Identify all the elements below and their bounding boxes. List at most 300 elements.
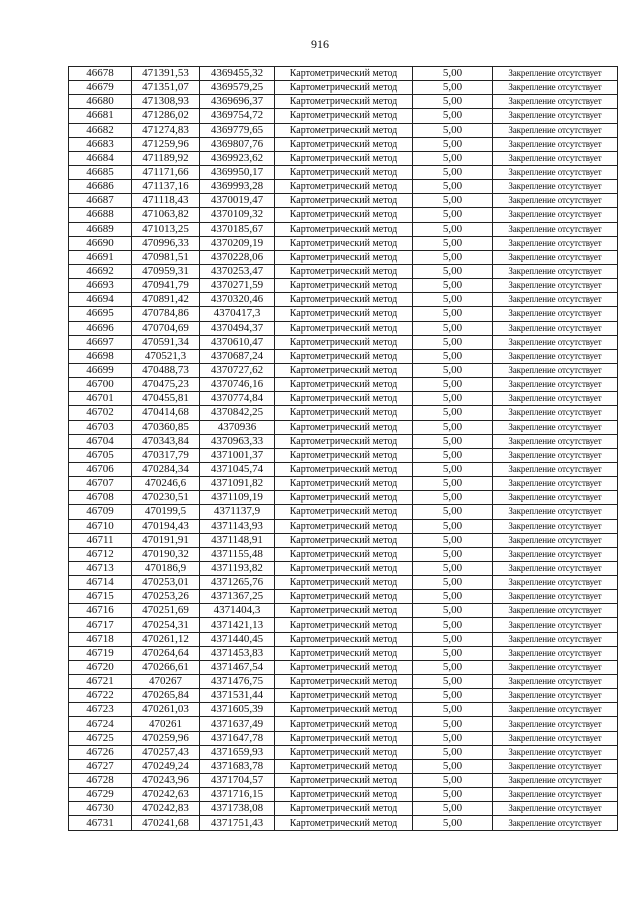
method-cell: Картометрический метод [275,462,413,476]
table-row [69,420,618,434]
table-row [69,660,618,674]
table-row [69,759,618,773]
fixation-cell: Закрепление отсутствует [493,477,618,491]
point-number-cell: 46696 [69,321,132,335]
point-number-cell: 46686 [69,180,132,194]
table-row [69,194,618,208]
fixation-cell: Закрепление отсутствует [493,788,618,802]
y-coordinate-cell: 4371659,93 [200,745,275,759]
y-coordinate-cell: 4369754,72 [200,109,275,123]
y-coordinate-cell: 4371421,13 [200,618,275,632]
point-number-cell: 46692 [69,264,132,278]
accuracy-cell: 5,00 [413,745,493,759]
accuracy-cell: 5,00 [413,363,493,377]
table-row [69,533,618,547]
page-number: 916 [311,37,329,51]
fixation-cell: Закрепление отсутствует [493,264,618,278]
point-number-cell: 46724 [69,717,132,731]
method-cell: Картометрический метод [275,95,413,109]
point-number-cell: 46712 [69,547,132,561]
method-cell: Картометрический метод [275,349,413,363]
method-cell: Картометрический метод [275,717,413,731]
x-coordinate-cell: 471274,83 [132,123,200,137]
method-cell: Картометрический метод [275,505,413,519]
fixation-cell: Закрепление отсутствует [493,250,618,264]
accuracy-cell: 5,00 [413,604,493,618]
method-cell: Картометрический метод [275,632,413,646]
y-coordinate-cell: 4370417,3 [200,307,275,321]
fixation-cell: Закрепление отсутствует [493,279,618,293]
method-cell: Картометрический метод [275,519,413,533]
table-row [69,165,618,179]
fixation-cell: Закрепление отсутствует [493,208,618,222]
accuracy-cell: 5,00 [413,293,493,307]
table-row [69,109,618,123]
accuracy-cell: 5,00 [413,95,493,109]
point-number-cell: 46715 [69,590,132,604]
coordinates-table [68,66,618,831]
table-row [69,703,618,717]
x-coordinate-cell: 470414,68 [132,406,200,420]
x-coordinate-cell: 470259,96 [132,731,200,745]
point-number-cell: 46679 [69,81,132,95]
fixation-cell: Закрепление отсутствует [493,307,618,321]
table-row [69,547,618,561]
table-row [69,335,618,349]
x-coordinate-cell: 470257,43 [132,745,200,759]
method-cell: Картометрический метод [275,363,413,377]
y-coordinate-cell: 4371531,44 [200,689,275,703]
point-number-cell: 46722 [69,689,132,703]
accuracy-cell: 5,00 [413,632,493,646]
point-number-cell: 46691 [69,250,132,264]
y-coordinate-cell: 4369579,25 [200,81,275,95]
y-coordinate-cell: 4370494,37 [200,321,275,335]
point-number-cell: 46723 [69,703,132,717]
table-row [69,392,618,406]
table-row [69,519,618,533]
accuracy-cell: 5,00 [413,208,493,222]
method-cell: Картометрический метод [275,208,413,222]
point-number-cell: 46713 [69,561,132,575]
y-coordinate-cell: 4371001,37 [200,448,275,462]
table-row [69,689,618,703]
accuracy-cell: 5,00 [413,406,493,420]
method-cell: Картометрический метод [275,137,413,151]
accuracy-cell: 5,00 [413,462,493,476]
fixation-cell: Закрепление отсутствует [493,406,618,420]
point-number-cell: 46704 [69,434,132,448]
method-cell: Картометрический метод [275,646,413,660]
table-body [69,67,618,831]
y-coordinate-cell: 4370253,47 [200,264,275,278]
accuracy-cell: 5,00 [413,165,493,179]
method-cell: Картометрический метод [275,774,413,788]
x-coordinate-cell: 470199,5 [132,505,200,519]
table-row [69,816,618,830]
fixation-cell: Закрепление отсутствует [493,109,618,123]
method-cell: Картометрический метод [275,250,413,264]
method-cell: Картометрический метод [275,180,413,194]
x-coordinate-cell: 470284,34 [132,462,200,476]
point-number-cell: 46703 [69,420,132,434]
method-cell: Картометрический метод [275,109,413,123]
accuracy-cell: 5,00 [413,194,493,208]
method-cell: Картометрический метод [275,745,413,759]
table-row [69,264,618,278]
accuracy-cell: 5,00 [413,250,493,264]
table-row [69,448,618,462]
y-coordinate-cell: 4369993,28 [200,180,275,194]
x-coordinate-cell: 470996,33 [132,236,200,250]
accuracy-cell: 5,00 [413,151,493,165]
x-coordinate-cell: 470784,86 [132,307,200,321]
accuracy-cell: 5,00 [413,81,493,95]
x-coordinate-cell: 470343,84 [132,434,200,448]
accuracy-cell: 5,00 [413,646,493,660]
method-cell: Картометрический метод [275,378,413,392]
accuracy-cell: 5,00 [413,788,493,802]
accuracy-cell: 5,00 [413,236,493,250]
method-cell: Картометрический метод [275,293,413,307]
accuracy-cell: 5,00 [413,717,493,731]
x-coordinate-cell: 470455,81 [132,392,200,406]
method-cell: Картометрический метод [275,222,413,236]
table-row [69,151,618,165]
table-row [69,774,618,788]
method-cell: Картометрический метод [275,67,413,81]
method-cell: Картометрический метод [275,590,413,604]
x-coordinate-cell: 470261 [132,717,200,731]
y-coordinate-cell: 4370228,06 [200,250,275,264]
y-coordinate-cell: 4371109,19 [200,491,275,505]
method-cell: Картометрический метод [275,392,413,406]
x-coordinate-cell: 470254,31 [132,618,200,632]
fixation-cell: Закрепление отсутствует [493,618,618,632]
x-coordinate-cell: 470253,26 [132,590,200,604]
fixation-cell: Закрепление отсутствует [493,675,618,689]
x-coordinate-cell: 471137,16 [132,180,200,194]
x-coordinate-cell: 470488,73 [132,363,200,377]
point-number-cell: 46726 [69,745,132,759]
accuracy-cell: 5,00 [413,180,493,194]
method-cell: Картометрический метод [275,434,413,448]
point-number-cell: 46711 [69,533,132,547]
fixation-cell: Закрепление отсутствует [493,533,618,547]
accuracy-cell: 5,00 [413,264,493,278]
y-coordinate-cell: 4371716,15 [200,788,275,802]
fixation-cell: Закрепление отсутствует [493,236,618,250]
y-coordinate-cell: 4371265,76 [200,576,275,590]
point-number-cell: 46689 [69,222,132,236]
fixation-cell: Закрепление отсутствует [493,335,618,349]
method-cell: Картометрический метод [275,194,413,208]
accuracy-cell: 5,00 [413,137,493,151]
table-row [69,236,618,250]
accuracy-cell: 5,00 [413,660,493,674]
method-cell: Картометрический метод [275,123,413,137]
y-coordinate-cell: 4370185,67 [200,222,275,236]
y-coordinate-cell: 4370963,33 [200,434,275,448]
x-coordinate-cell: 470242,63 [132,788,200,802]
fixation-cell: Закрепление отсутствует [493,802,618,816]
y-coordinate-cell: 4369807,76 [200,137,275,151]
fixation-cell: Закрепление отсутствует [493,151,618,165]
y-coordinate-cell: 4371647,78 [200,731,275,745]
fixation-cell: Закрепление отсутствует [493,731,618,745]
accuracy-cell: 5,00 [413,802,493,816]
method-cell: Картометрический метод [275,547,413,561]
fixation-cell: Закрепление отсутствует [493,378,618,392]
fixation-cell: Закрепление отсутствует [493,660,618,674]
point-number-cell: 46716 [69,604,132,618]
fixation-cell: Закрепление отсутствует [493,123,618,137]
accuracy-cell: 5,00 [413,547,493,561]
y-coordinate-cell: 4371605,39 [200,703,275,717]
x-coordinate-cell: 470261,03 [132,703,200,717]
accuracy-cell: 5,00 [413,576,493,590]
point-number-cell: 46719 [69,646,132,660]
table-row [69,745,618,759]
point-number-cell: 46709 [69,505,132,519]
accuracy-cell: 5,00 [413,335,493,349]
y-coordinate-cell: 4370610,47 [200,335,275,349]
accuracy-cell: 5,00 [413,703,493,717]
y-coordinate-cell: 4370774,84 [200,392,275,406]
x-coordinate-cell: 470186,9 [132,561,200,575]
method-cell: Картометрический метод [275,321,413,335]
point-number-cell: 46717 [69,618,132,632]
method-cell: Картометрический метод [275,576,413,590]
fixation-cell: Закрепление отсутствует [493,519,618,533]
y-coordinate-cell: 4369696,37 [200,95,275,109]
x-coordinate-cell: 470264,64 [132,646,200,660]
table-row [69,123,618,137]
accuracy-cell: 5,00 [413,774,493,788]
y-coordinate-cell: 4371751,43 [200,816,275,830]
point-number-cell: 46690 [69,236,132,250]
x-coordinate-cell: 471189,92 [132,151,200,165]
point-number-cell: 46707 [69,477,132,491]
accuracy-cell: 5,00 [413,349,493,363]
table-row [69,67,618,81]
x-coordinate-cell: 470243,96 [132,774,200,788]
table-row [69,632,618,646]
point-number-cell: 46727 [69,759,132,773]
y-coordinate-cell: 4371045,74 [200,462,275,476]
method-cell: Картометрический метод [275,81,413,95]
table-row [69,293,618,307]
y-coordinate-cell: 4371453,83 [200,646,275,660]
method-cell: Картометрический метод [275,420,413,434]
method-cell: Картометрический метод [275,816,413,830]
fixation-cell: Закрепление отсутствует [493,561,618,575]
accuracy-cell: 5,00 [413,477,493,491]
fixation-cell: Закрепление отсутствует [493,462,618,476]
x-coordinate-cell: 470265,84 [132,689,200,703]
fixation-cell: Закрепление отсутствует [493,816,618,830]
method-cell: Картометрический метод [275,236,413,250]
x-coordinate-cell: 470521,3 [132,349,200,363]
x-coordinate-cell: 470249,24 [132,759,200,773]
y-coordinate-cell: 4371367,25 [200,590,275,604]
table-row [69,363,618,377]
y-coordinate-cell: 4369455,32 [200,67,275,81]
method-cell: Картометрический метод [275,165,413,179]
table-row [69,307,618,321]
y-coordinate-cell: 4371440,45 [200,632,275,646]
table-row [69,434,618,448]
x-coordinate-cell: 470475,23 [132,378,200,392]
method-cell: Картометрический метод [275,689,413,703]
y-coordinate-cell: 4370109,32 [200,208,275,222]
table-row [69,180,618,194]
point-number-cell: 46695 [69,307,132,321]
fixation-cell: Закрепление отсутствует [493,349,618,363]
accuracy-cell: 5,00 [413,618,493,632]
fixation-cell: Закрепление отсутствует [493,774,618,788]
y-coordinate-cell: 4370936 [200,420,275,434]
y-coordinate-cell: 4370209,19 [200,236,275,250]
point-number-cell: 46721 [69,675,132,689]
fixation-cell: Закрепление отсутствует [493,180,618,194]
method-cell: Картометрический метод [275,279,413,293]
x-coordinate-cell: 470251,69 [132,604,200,618]
table-row [69,491,618,505]
method-cell: Картометрический метод [275,759,413,773]
fixation-cell: Закрепление отсутствует [493,392,618,406]
method-cell: Картометрический метод [275,802,413,816]
point-number-cell: 46694 [69,293,132,307]
x-coordinate-cell: 471171,66 [132,165,200,179]
table-row [69,378,618,392]
table-row [69,137,618,151]
y-coordinate-cell: 4371704,57 [200,774,275,788]
y-coordinate-cell: 4371637,49 [200,717,275,731]
point-number-cell: 46683 [69,137,132,151]
fixation-cell: Закрепление отсутствует [493,81,618,95]
x-coordinate-cell: 470981,51 [132,250,200,264]
x-coordinate-cell: 471286,02 [132,109,200,123]
method-cell: Картометрический метод [275,703,413,717]
table-row [69,604,618,618]
x-coordinate-cell: 470891,42 [132,293,200,307]
method-cell: Картометрический метод [275,448,413,462]
method-cell: Картометрический метод [275,477,413,491]
y-coordinate-cell: 4371683,78 [200,759,275,773]
x-coordinate-cell: 470241,68 [132,816,200,830]
accuracy-cell: 5,00 [413,392,493,406]
accuracy-cell: 5,00 [413,505,493,519]
table-row [69,95,618,109]
accuracy-cell: 5,00 [413,689,493,703]
table-row [69,646,618,660]
table-row [69,731,618,745]
x-coordinate-cell: 470317,79 [132,448,200,462]
table-row [69,279,618,293]
y-coordinate-cell: 4371091,82 [200,477,275,491]
fixation-cell: Закрепление отсутствует [493,222,618,236]
y-coordinate-cell: 4371404,3 [200,604,275,618]
table-row [69,462,618,476]
x-coordinate-cell: 470230,51 [132,491,200,505]
x-coordinate-cell: 471063,82 [132,208,200,222]
fixation-cell: Закрепление отсутствует [493,745,618,759]
method-cell: Картометрический метод [275,307,413,321]
point-number-cell: 46697 [69,335,132,349]
x-coordinate-cell: 470959,31 [132,264,200,278]
point-number-cell: 46725 [69,731,132,745]
fixation-cell: Закрепление отсутствует [493,363,618,377]
point-number-cell: 46685 [69,165,132,179]
table-row [69,788,618,802]
fixation-cell: Закрепление отсутствует [493,165,618,179]
point-number-cell: 46682 [69,123,132,137]
point-number-cell: 46720 [69,660,132,674]
accuracy-cell: 5,00 [413,123,493,137]
accuracy-cell: 5,00 [413,519,493,533]
accuracy-cell: 5,00 [413,590,493,604]
fixation-cell: Закрепление отсутствует [493,632,618,646]
point-number-cell: 46698 [69,349,132,363]
point-number-cell: 46705 [69,448,132,462]
fixation-cell: Закрепление отсутствует [493,646,618,660]
point-number-cell: 46702 [69,406,132,420]
x-coordinate-cell: 471118,43 [132,194,200,208]
fixation-cell: Закрепление отсутствует [493,448,618,462]
accuracy-cell: 5,00 [413,759,493,773]
x-coordinate-cell: 471259,96 [132,137,200,151]
method-cell: Картометрический метод [275,604,413,618]
table-row [69,576,618,590]
point-number-cell: 46729 [69,788,132,802]
y-coordinate-cell: 4371137,9 [200,505,275,519]
point-number-cell: 46680 [69,95,132,109]
table-row [69,208,618,222]
accuracy-cell: 5,00 [413,279,493,293]
x-coordinate-cell: 470242,83 [132,802,200,816]
point-number-cell: 46731 [69,816,132,830]
fixation-cell: Закрепление отсутствует [493,505,618,519]
point-number-cell: 46710 [69,519,132,533]
table-row [69,349,618,363]
y-coordinate-cell: 4369950,17 [200,165,275,179]
x-coordinate-cell: 471013,25 [132,222,200,236]
point-number-cell: 46718 [69,632,132,646]
method-cell: Картометрический метод [275,618,413,632]
y-coordinate-cell: 4371467,54 [200,660,275,674]
point-number-cell: 46681 [69,109,132,123]
accuracy-cell: 5,00 [413,67,493,81]
fixation-cell: Закрепление отсутствует [493,759,618,773]
table-row [69,321,618,335]
fixation-cell: Закрепление отсутствует [493,703,618,717]
fixation-cell: Закрепление отсутствует [493,604,618,618]
y-coordinate-cell: 4370687,24 [200,349,275,363]
accuracy-cell: 5,00 [413,222,493,236]
point-number-cell: 46688 [69,208,132,222]
point-number-cell: 46708 [69,491,132,505]
table-row [69,802,618,816]
accuracy-cell: 5,00 [413,533,493,547]
accuracy-cell: 5,00 [413,491,493,505]
accuracy-cell: 5,00 [413,561,493,575]
x-coordinate-cell: 470267 [132,675,200,689]
table-row [69,717,618,731]
x-coordinate-cell: 470360,85 [132,420,200,434]
method-cell: Картометрический метод [275,533,413,547]
table-row [69,222,618,236]
